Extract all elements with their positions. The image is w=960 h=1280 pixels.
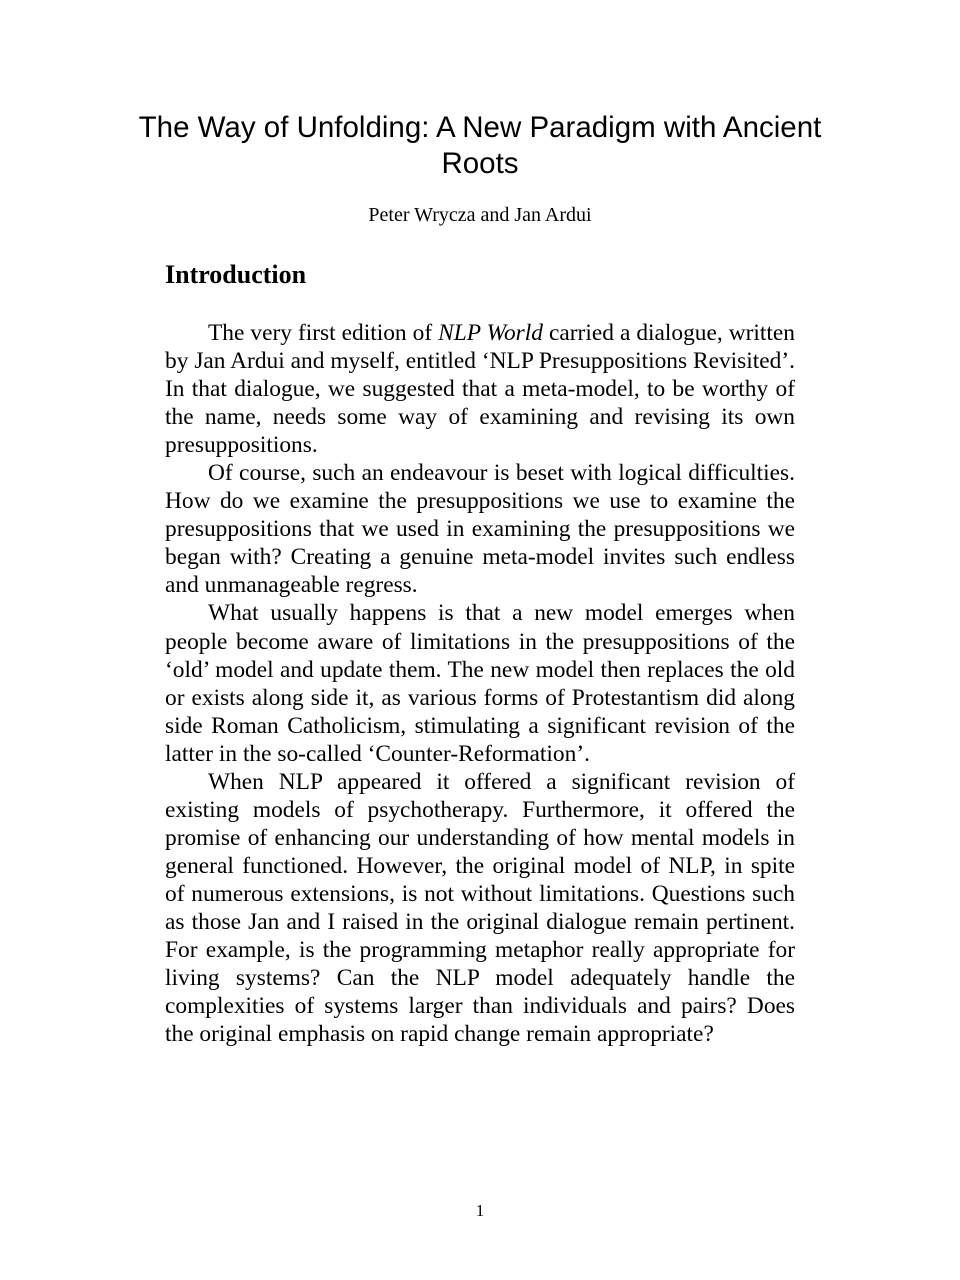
- paragraph-3: What usually happens is that a new model emerges when people become aware of limitations in the presuppositions of the ‘old’ model and update them. The new model then replaces the old or exists along side it, as various forms of Protestantism did along side Roman Catholicism, stimulating a significant revision of the latter in the so-called ‘Counter-Reformation’.: [165, 600, 795, 767]
- page-number: 1: [475, 1201, 485, 1220]
- paragraph-1-rest: carried a dialogue, written by Jan Ardui and myself, entitled ‘NLP Presuppositions Revisited’. In that dialogue, we suggested that a meta-model, to be worthy of the name, needs some way of examining and revising its own presuppositions.: [165, 320, 796, 459]
- body-text: [165, 319, 795, 1048]
- paragraph-1: [165, 319, 795, 459]
- paragraph-2: Of course, such an endeavour is beset with logical difficulties. How do we examine the presuppositions we use to examine the presuppositions that we used in examining the presuppositions we began with? Creating a genuine meta-model invites such endless and unmanageable regress.: [165, 460, 795, 599]
- document-authors: Peter Wrycza and Jan Ardui: [368, 204, 592, 226]
- journal-title: NLP World: [438, 320, 543, 346]
- paragraph-4: When NLP appeared it offered a significant revision of existing models of psychotherapy. Furthermore, it offered the promise of enhancing our understanding of how mental models in general functioned. However, the original model of NLP, in spite of numerous extensions, is not without limitations. Questions such as those Jan and I raised in the original dialogue remain pertinent. For example, is the programming metaphor really appropriate for living systems? Can the NLP model adequately handle the complexities of systems larger than individuals and pairs? Does the original emphasis on rapid change remain appropriate?: [165, 768, 795, 1048]
- document-title: The Way of Unfolding: A New Paradigm with Ancient Roots: [138, 111, 822, 180]
- section-heading-introduction: Introduction: [165, 260, 307, 289]
- paragraph-1-lead: The very first edition of: [208, 320, 439, 346]
